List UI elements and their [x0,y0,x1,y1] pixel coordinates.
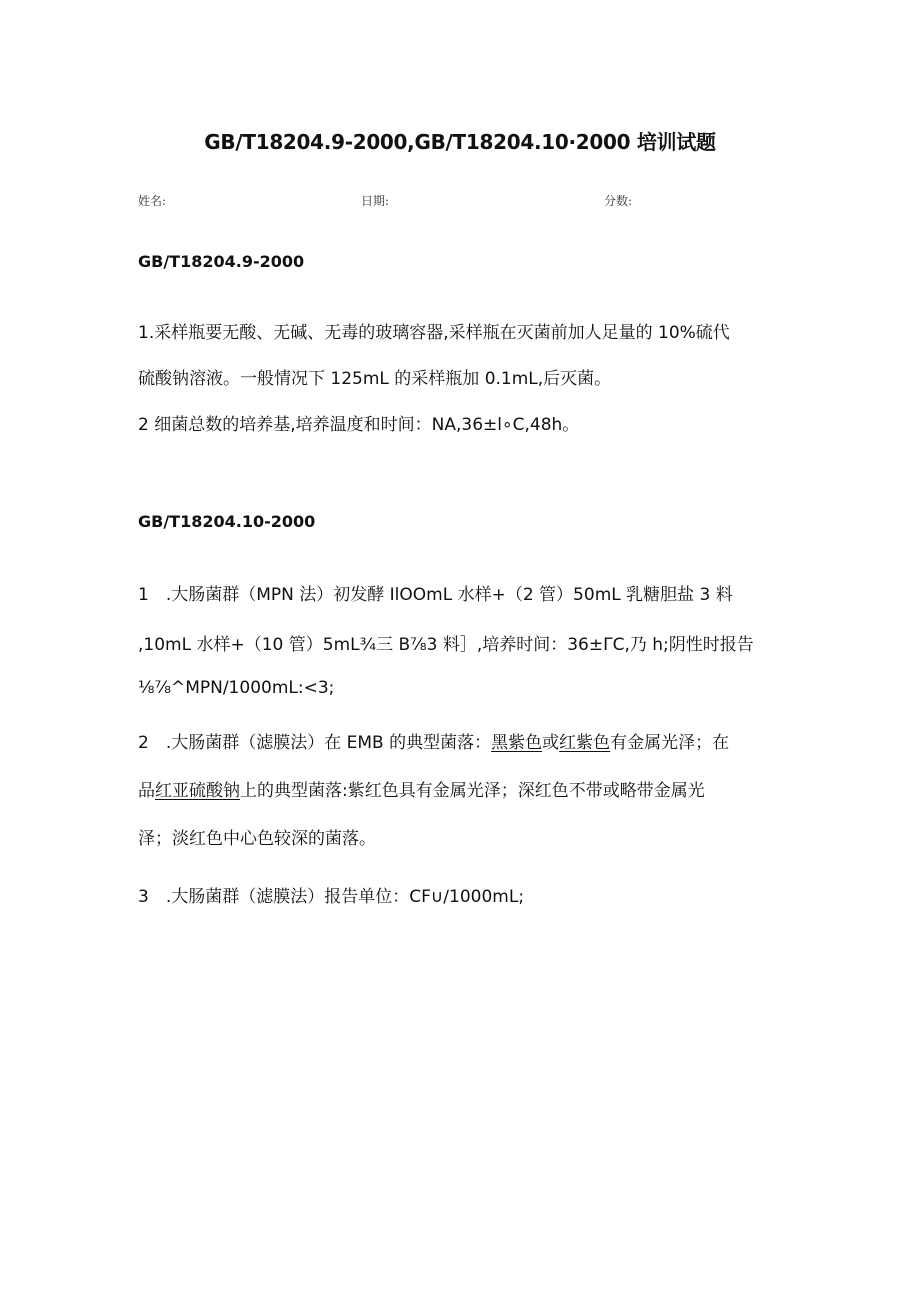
paragraph-line: 1.采样瓶要无酸、无碱、无毒的玻璃容器,采样瓶在灭菌前加人足量的 10%硫代 [138,323,730,343]
paragraph-line: ,10mL 水样+（10 管）5mL¾三 B⅞3 料］,培养时间：36±ΓC,乃 h;阴性时报告 [138,635,754,655]
underlined-term: 黑紫色 [491,733,543,753]
date-label: 日期: [361,194,390,208]
text-run: 品 [138,781,155,801]
paragraph-line [138,776,705,801]
text-run: 2 .大肠菌群（滤膜法）在 EMB 的典型菌落： [138,733,492,753]
section-heading-1: GB/T18204.9-2000 [138,252,305,271]
paragraph-line [138,728,729,753]
paragraph-line: 1 .大肠菌群（MPN 法）初发酵 IlOOmL 水样+（2 管）50mL 乳糖胆盐 3 料 [138,585,733,605]
text-run: 或 [542,733,560,753]
score-label: 分数: [604,194,633,208]
underlined-term: 红亚硫酸钠 [155,781,240,801]
paragraph-line: 2 细菌总数的培养基,培养温度和时间：NA,36±l∘C,48h。 [138,415,580,435]
text-run: 有金属光泽；在 [610,733,730,753]
paragraph-line: 硫酸钠溶液。一般情况下 125mL 的采样瓶加 0.1mL,后灭菌。 [138,369,612,389]
section-heading-2: GB/T18204.10-2000 [138,512,316,531]
paragraph-line: 3 .大肠菌群（滤膜法）报告单位：CF∪∕1000mL; [138,887,525,907]
name-label: 姓名: [138,194,167,208]
paragraph-line: 泽；淡红色中心色较深的菌落。 [138,829,376,849]
underlined-term: 红紫色 [559,733,611,753]
text-run: 上的典型菌落:紫红色具有金属光泽；深红色不带或略带金属光 [240,781,705,801]
paragraph-line: ⅛⅞^MPN∕1000mL:<3; [138,678,335,698]
page-title: GB/T18204.9-2000,GB/T18204.10·2000 培训试题 [204,130,716,154]
